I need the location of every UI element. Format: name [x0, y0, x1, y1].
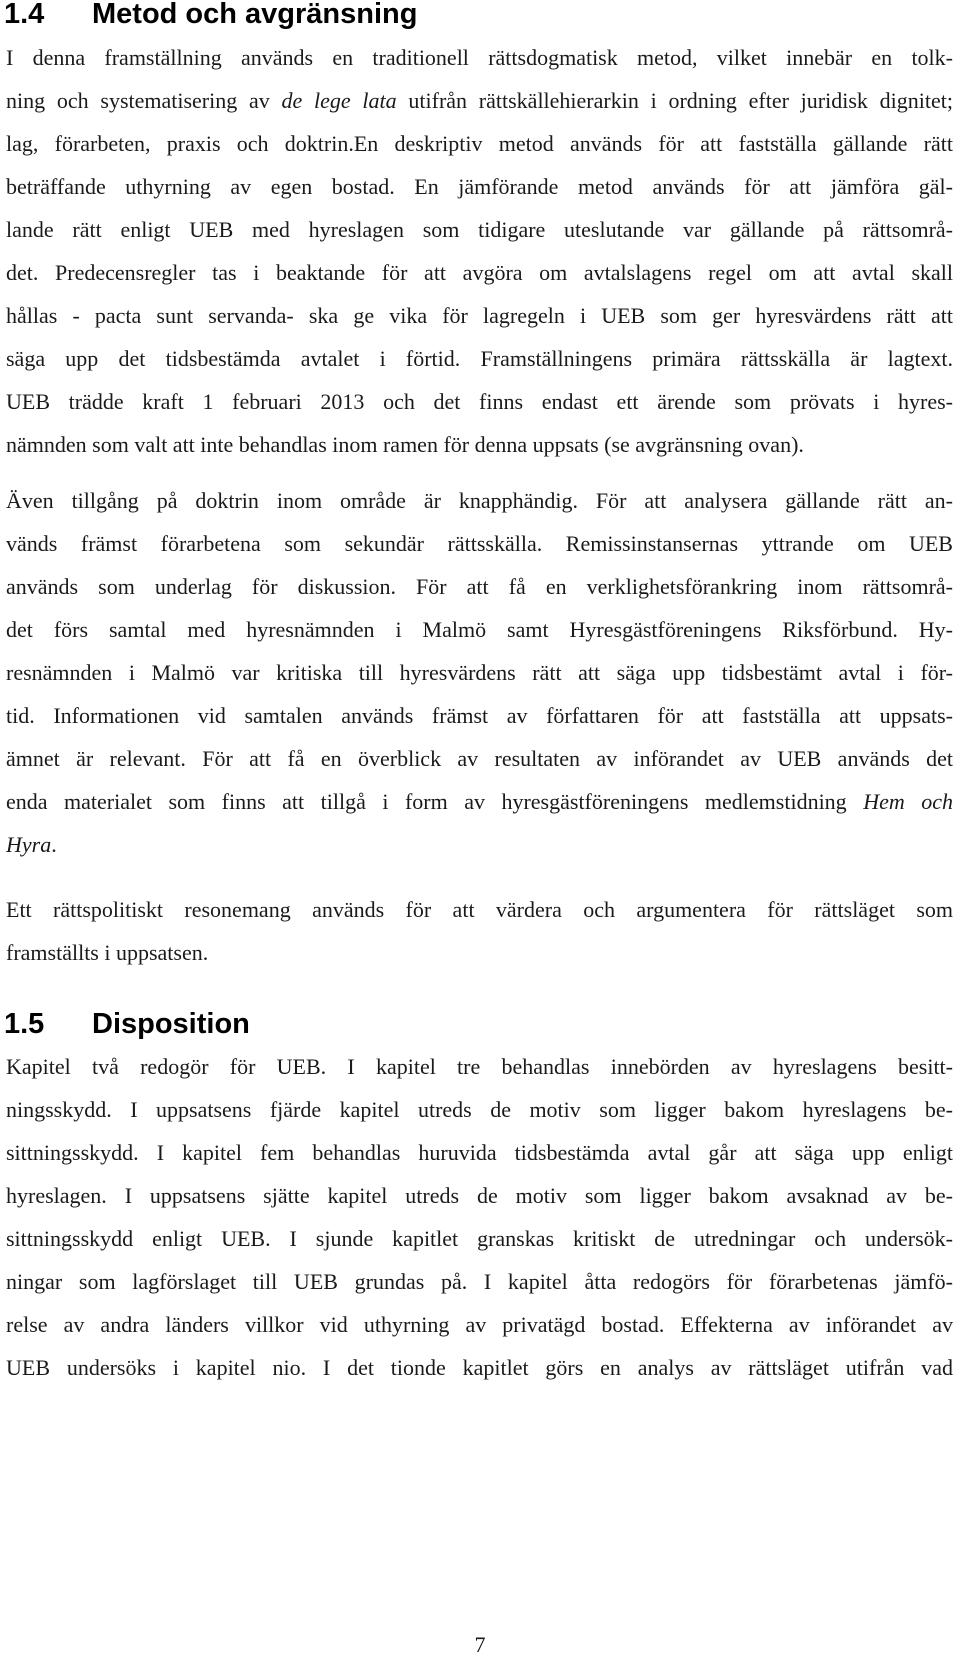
text-run: hyreslagen. I uppsatsens sjätte kapitel utreds de motiv som ligger bakom avsaknad av be- [6, 1183, 953, 1208]
text-line [6, 432, 953, 458]
text-run: . [51, 832, 57, 857]
text-line [6, 88, 953, 114]
text-run: Även tillgång på doktrin inom område är knapphändig. För att analysera gällande rätt an- [6, 488, 953, 513]
text-run: nämnden som valt att inte behandlas inom ramen för denna uppsats (se avgränsning ovan). [6, 432, 804, 457]
text-run: ämnet är relevant. För att få en överblick av resultaten av införandet av UEB används det [6, 746, 953, 771]
text-run: framställts i uppsatsen. [6, 940, 209, 965]
text-line [6, 389, 953, 415]
text-line [6, 531, 953, 557]
text-run: Ett rättspolitiskt resonemang används för att värdera och argumentera för rättsläget som [6, 897, 953, 922]
text-line [6, 746, 953, 772]
text-run: ning och systematisering av [6, 88, 282, 113]
text-run: ningar som lagförslaget till UEB grundas på. I kapitel åtta redogörs för förarbetenas jämfö- [6, 1269, 953, 1294]
text-line [6, 1355, 953, 1381]
text-line [6, 1226, 953, 1252]
text-run: sittningsskydd. I kapitel fem behandlas huruvida tidsbestämda avtal går att säga upp enligt [6, 1140, 953, 1165]
text-line [6, 1183, 953, 1209]
text-line [6, 174, 953, 200]
text-run: ningsskydd. I uppsatsens fjärde kapitel utreds de motiv som ligger bakom hyreslagens be- [6, 1097, 953, 1122]
text-run: UEB trädde kraft 1 februari 2013 och det finns endast ett ärende som prövats i hyres- [6, 389, 953, 414]
text-line [6, 832, 953, 858]
page-number: 7 [474, 1632, 486, 1657]
text-run: utifrån rättskällehierarkin i ordning efter juridisk dignitet; [396, 88, 953, 113]
text-line [6, 131, 953, 157]
section-heading-1-5 [4, 1007, 250, 1041]
section-heading-1-4 [4, 0, 417, 31]
text-run: vänds främst förarbetena som sekundär rättsskälla. Remissinstansernas yttrande om UEB [6, 531, 953, 556]
text-run: hållas - pacta sunt servanda- ska ge vika för lagregeln i UEB som ger hyresvärdens rätt att [6, 303, 953, 328]
text-line [6, 1140, 953, 1166]
text-line [6, 488, 953, 514]
text-line [6, 940, 953, 966]
text-run: Kapitel två redogör för UEB. I kapitel tre behandlas innebörden av hyreslagens besitt- [6, 1054, 953, 1079]
text-run: UEB undersöks i kapitel nio. I det tionde kapitlet görs en analys av rättsläget utifrån vad [6, 1355, 953, 1380]
section-number: 1.5 [4, 1008, 45, 1040]
text-run: lag, förarbeten, praxis och doktrin.En deskriptiv metod används för att fastställa gällande rätt [6, 131, 953, 156]
italic-text: Hyra [6, 832, 52, 857]
text-run: relse av andra länders villkor vid uthyrning av privatägd bostad. Effekterna av införandet av [6, 1312, 953, 1337]
text-run: resnämnden i Malmö var kritiska till hyresvärdens rätt att säga upp tidsbestämt avtal i för- [6, 660, 953, 685]
text-line [6, 1269, 953, 1295]
section-number: 1.4 [4, 0, 45, 30]
text-line [6, 617, 953, 643]
text-line [6, 574, 953, 600]
text-run: används som underlag för diskussion. För att få en verklighetsförankring inom rättsområ- [6, 574, 953, 599]
text-line [6, 303, 953, 329]
text-line [6, 789, 953, 815]
text-run: lande rätt enligt UEB med hyreslagen som tidigare uteslutande var gällande på rättsområ- [6, 217, 953, 242]
text-line [6, 346, 953, 372]
text-line [6, 45, 953, 71]
text-line [6, 1054, 953, 1080]
text-run: enda materialet som finns att tillgå i form av hyresgästföreningens medlemstidning [6, 789, 864, 814]
text-run: säga upp det tidsbestämda avtalet i förtid. Framställningens primära rättsskälla är lagtext. [6, 346, 953, 371]
text-run: det. Predecensregler tas i beaktande för att avgöra om avtalslagens regel om att avtal skall [6, 260, 953, 285]
section-title: Metod och avgränsning [92, 0, 418, 30]
text-line [6, 260, 953, 286]
text-line [6, 1312, 953, 1338]
text-line [6, 897, 953, 923]
italic-text: Hem och [863, 789, 953, 814]
text-run: sittningsskydd enligt UEB. I sjunde kapitlet granskas kritiskt de utredningar och undersök- [6, 1226, 953, 1251]
text-line [6, 703, 953, 729]
section-title: Disposition [92, 1008, 250, 1040]
text-line [6, 1097, 953, 1123]
text-run: I denna framställning används en traditionell rättsdogmatisk metod, vilket innebär en tolk- [6, 45, 953, 70]
text-run: det förs samtal med hyresnämnden i Malmö samt Hyresgästföreningens Riksförbund. Hy- [6, 617, 953, 642]
italic-text: de lege lata [281, 88, 397, 113]
text-run: beträffande uthyrning av egen bostad. En jämförande metod används för att jämföra gäl- [6, 174, 953, 199]
text-line [6, 217, 953, 243]
text-line [6, 660, 953, 686]
text-run: tid. Informationen vid samtalen används främst av författaren för att fastställa att uppsats- [6, 703, 953, 728]
